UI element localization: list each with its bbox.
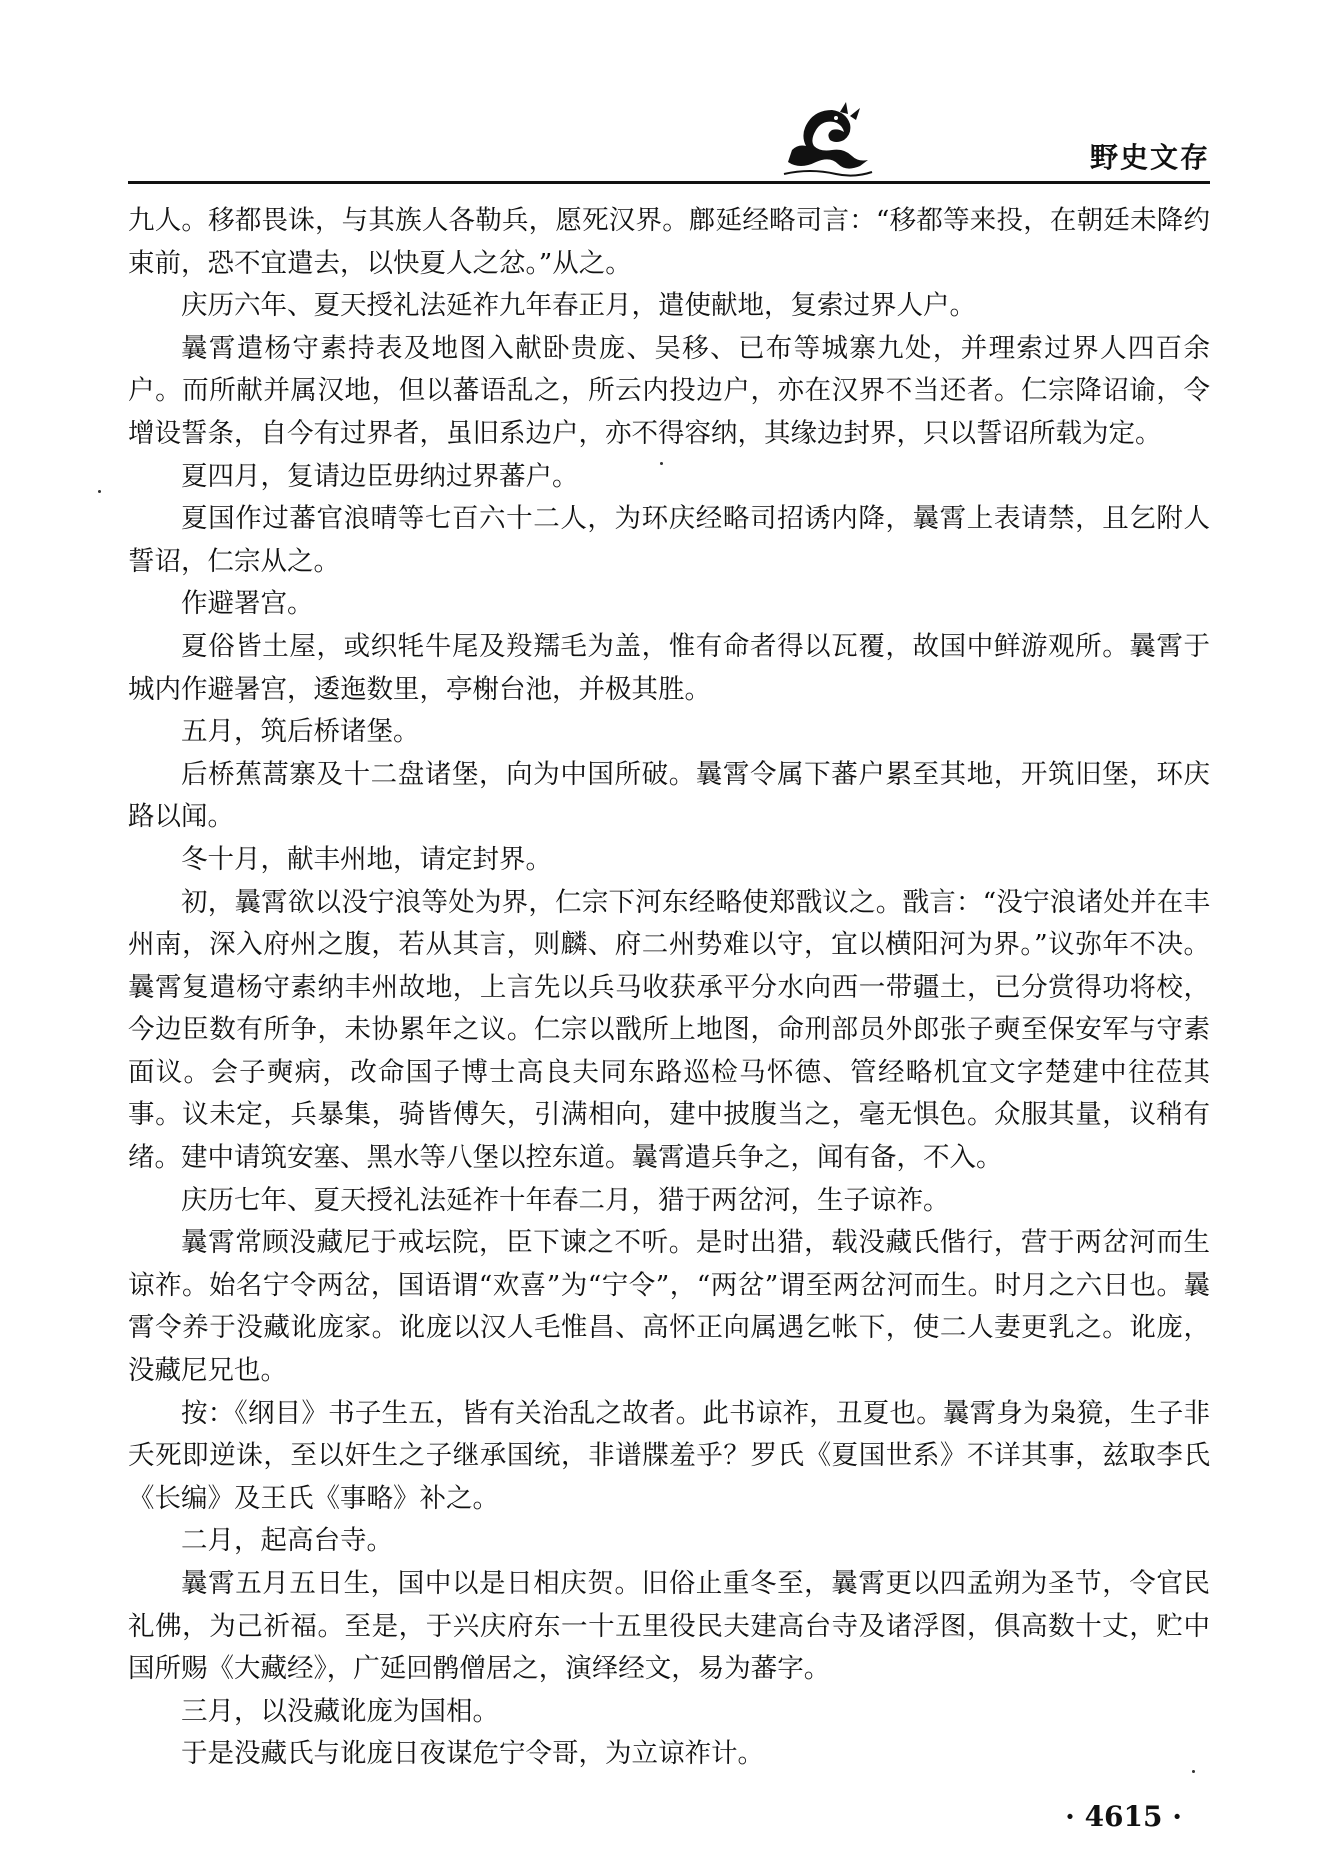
entry-heading: 庆历六年、夏天授礼法延祚九年春正月，遣使献地，复索过界人户。 xyxy=(181,290,976,322)
entry-heading: 五月，筑后桥诸堡。 xyxy=(181,716,420,748)
entry-heading: 二月，起高台寺。 xyxy=(181,1525,393,1557)
paragraph: 初，曩霄欲以没宁浪等处为界，仁宗下河东经略使郑戬议之。戬言：“没宁浪诸处并在丰州南，深入府州之腹，若从其言，则麟、府二州势难以守，宜以横阳河为界。”议弥年不决。曩霄复遣杨守素纳丰州故地，上言先以兵马收获承平分水向西一带疆土，已分赏得功将校，今边臣数有所争，未协累年之议。仁宗以戬所上地图，命刑部员外郎张子奭至保安军与守素面议。会子奭病，改命国子博士高良夫同东路巡检马怀德、管经略机宜文字楚建中往莅其事。议未定，兵暴集，骑皆傅矢，引满相向，建中披腹当之，毫无惧色。众服其量，议稍有绪。建中请筑安塞、黑水等八堡以控东道。曩霄遣兵争之，闻有备，不入。 xyxy=(128,886,1210,1174)
page-number: · 4615 · xyxy=(1065,1800,1182,1833)
series-title: 野史文存 xyxy=(1089,141,1210,174)
page-header xyxy=(0,0,1322,190)
scan-speck xyxy=(1192,1770,1195,1773)
paragraph: 九人。移都畏诛，与其族人各勒兵，愿死汉界。鄜延经略司言：“移都等来投，在朝廷未降约束前，恐不宜遣去，以快夏人之忿。”从之。 xyxy=(128,205,1210,279)
main-text xyxy=(128,200,1210,1776)
paragraph: 后桥蕉蒿寨及十二盘诸堡，向为中国所破。曩霄令属下蕃户累至其地，开筑旧堡，环庆路以闻。 xyxy=(128,758,1210,833)
entry-heading: 作避署宫。 xyxy=(181,588,314,620)
entry-heading: 庆历七年、夏天授礼法延祚十年春二月，猎于两岔河，生子谅祚。 xyxy=(181,1184,950,1216)
scan-speck xyxy=(98,490,101,493)
paragraph: 夏国作过蕃官浪晴等七百六十二人，为环庆经略司招诱内降，曩霄上表请禁，且乞附人誓诏，仁宗从之。 xyxy=(128,503,1210,577)
header-rule xyxy=(128,181,1210,184)
entry-heading: 三月，以没藏讹庞为国相。 xyxy=(181,1695,499,1727)
scan-speck xyxy=(660,462,663,465)
paragraph: 曩霄遣杨守素持表及地图入献卧贵庞、吴移、已布等城寨九处，并理索过界人四百余户。而所献并属汉地，但以蕃语乱之，所云内投边户，亦在汉界不当还者。仁宗降诏谕，令增设誓条，自今有过界者，虽旧系边户，亦不得容纳，其缘边封界，只以誓诏所载为定。 xyxy=(128,332,1210,449)
entry-heading: 冬十月，献丰州地，请定封界。 xyxy=(181,843,552,875)
commentary-paragraph: 按：《纲目》书子生五，皆有关治乱之故者。此书谅祚，丑夏也。曩霄身为枭獍，生子非夭死即逆诛，至以奸生之子继承国统，非谱牒羞乎？罗氏《夏国世系》不详其事，兹取李氏《长编》及王氏《事略》补之。 xyxy=(128,1397,1210,1514)
paragraph: 曩霄五月五日生，国中以是日相庆贺。旧俗止重冬至，曩霄更以四孟朔为圣节，令官民礼佛，为己祈福。至是，于兴庆府东一十五里役民夫建高台寺及诸浮图，俱高数十丈，贮中国所赐《大藏经》，广延回鹘僧居之，演绎经文，易为蕃字。 xyxy=(128,1568,1210,1685)
dragon-emblem-icon xyxy=(780,100,876,180)
paragraph: 于是没藏氏与讹庞日夜谋危宁令哥，为立谅祚计。 xyxy=(181,1738,764,1770)
entry-heading: 夏四月，复请边臣毋纳过界蕃户。 xyxy=(181,460,579,492)
paragraph: 曩霄常顾没藏尼于戒坛院，臣下谏之不听。是时出猎，载没藏氏偕行，营于两岔河而生谅祚。始名宁令两岔，国语谓“欢喜”为“宁令”，“两岔”谓至两岔河而生。时月之六日也。曩霄令养于没藏讹庞家。讹庞以汉人毛惟昌、高怀正向属遇乞帐下，使二人妻更乳之。讹庞，没藏尼兄也。 xyxy=(128,1227,1210,1387)
paragraph: 夏俗皆土屋，或织牦牛尾及羖羺毛为盖，惟有命者得以瓦覆，故国中鲜游观所。曩霄于城内作避暑宫，逶迤数里，亭榭台池，并极其胜。 xyxy=(128,630,1210,705)
